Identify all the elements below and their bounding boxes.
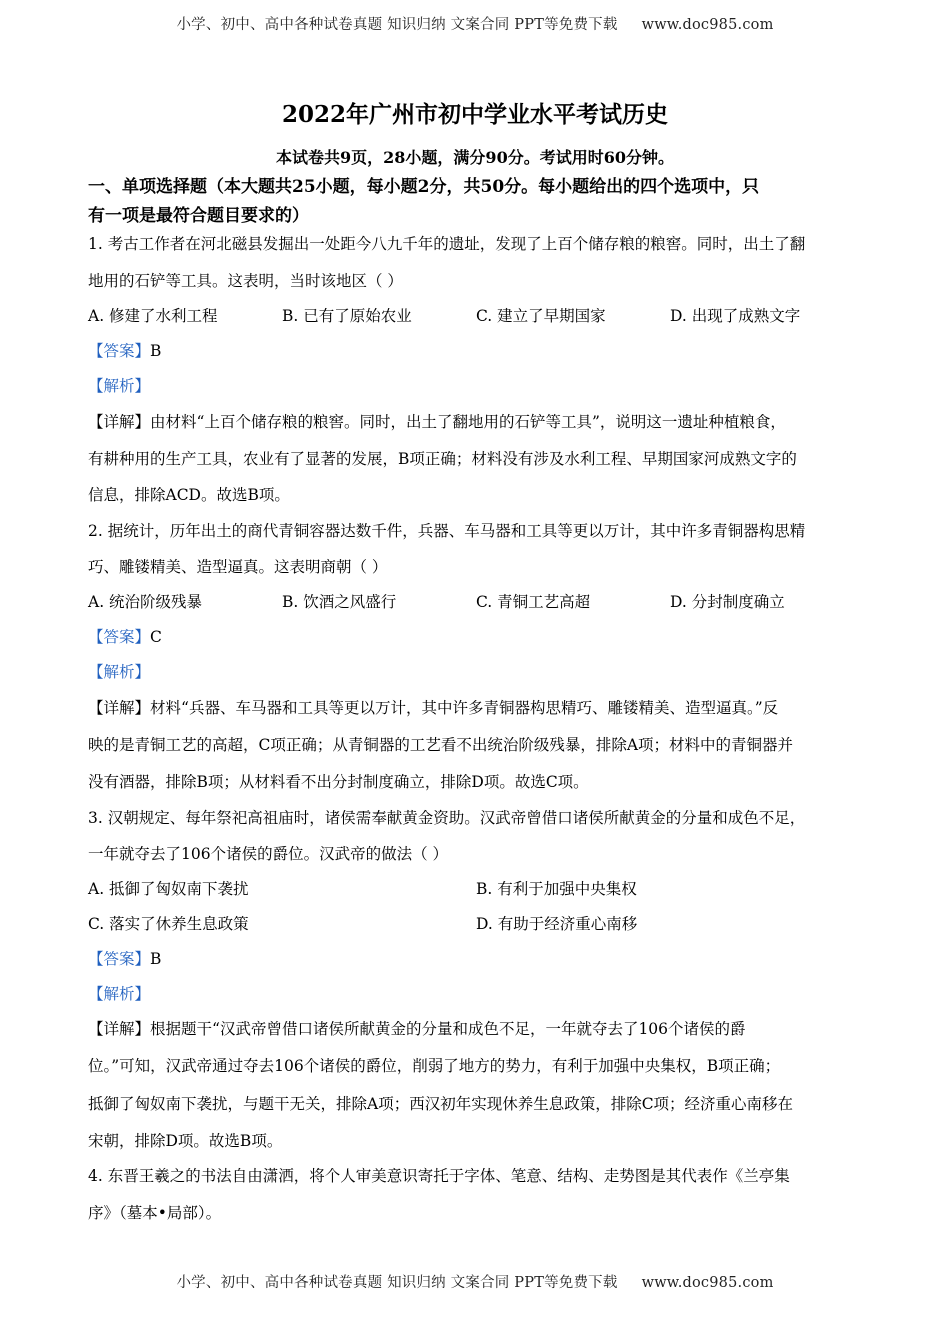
section-heading: 一、单项选择题（本大题共25小题，每小题2分，共50分。每小题给出的四个选项中，只 [88,177,760,197]
q2-detail-line: 没有酒器，排除B项；从材料看不出分封制度确立，排除D项。故选C项。 [88,773,589,791]
q2-detail-line: 材料“兵器、车马器和工具等更以万计，其中许多青铜器构思精巧、雕镂精美、造型逼真。”反 [150,699,779,717]
q3-stem-cont: 一年就夺去了106个诸侯的爵位。汉武帝的做法（ ） [88,845,449,863]
footer-text: 小学、初中、高中各种试卷真题 知识归纳 文案合同 PPT等免费下载 [176,1275,618,1291]
answer-label: 【答案】 [88,342,151,360]
q1-detail-line: 由材料“上百个储存粮的粮窖。同时，出土了翻地用的石铲等工具”，说明这一遗址种植粮食， [150,413,786,431]
q1-option-a: A. 修建了水利工程 [88,307,218,325]
q3-analysis-label: 【解析】 [88,985,151,1003]
q3-stem: 3. 汉朝规定、每年祭祀高祖庙时，诸侯需奉献黄金资助。汉武帝曾借口诸侯所献黄金的分量和成色不足， [88,809,806,827]
q3-option-a: A. 抵御了匈奴南下袭扰 [88,880,249,898]
q3-detail-line: 位。”可知，汉武帝通过夺去106个诸侯的爵位，削弱了地方的势力，有利于加强中央集权，B项正确； [88,1057,781,1075]
q1-option-d: D. 出现了成熟文字 [670,307,801,325]
answer-label: 【答案】 [88,950,151,968]
header-text: 小学、初中、高中各种试卷真题 知识归纳 文案合同 PPT等免费下载 [176,17,618,33]
answer-label: 【答案】 [88,628,151,646]
q2-option-a: A. 统治阶级残暴 [88,593,203,611]
page-header [0,13,950,34]
detail-label: 【详解】 [88,413,151,431]
q1-detail-line: 信息，排除ACD。故选B项。 [88,486,290,504]
q3-detail [88,1018,746,1040]
exam-info: 本试卷共9页，28小题，满分90分。考试用时60分钟。 [276,148,674,167]
detail-label: 【详解】 [88,699,151,717]
q2-option-b: B. 饮酒之风盛行 [282,593,397,611]
section-heading-cont: 有一项是最符合题目要求的） [88,206,309,226]
footer-site-link[interactable]: www.doc985.com [641,1275,774,1291]
q2-answer-value: C [150,628,162,646]
q2-analysis-label: 【解析】 [88,663,151,681]
q2-stem: 2. 据统计，历年出土的商代青铜容器达数千件，兵器、车马器和工具等更以万计，其中许多青铜器构思精 [88,522,806,540]
q1-answer [88,340,161,362]
q1-detail-line: 有耕种用的生产工具，农业有了显著的发展，B项正确；材料没有涉及水利工程、早期国家河成熟文字的 [88,450,797,468]
q4-stem-cont: 序》（墓本•局部）。 [88,1204,222,1222]
q2-detail [88,697,778,719]
q3-answer-value: B [150,950,162,968]
q3-answer [88,948,161,970]
q2-option-c: C. 青铜工艺高超 [476,593,591,611]
q1-option-c: C. 建立了早期国家 [476,307,606,325]
q1-analysis-label: 【解析】 [88,377,151,395]
q3-detail-line: 抵御了匈奴南下袭扰，与题干无关，排除A项；西汉初年实现休养生息政策，排除C项；经济重心南移在 [88,1095,794,1113]
q3-option-d: D. 有助于经济重心南移 [476,915,638,933]
q2-answer [88,626,162,648]
page-footer [0,1271,950,1292]
q2-detail-line: 映的是青铜工艺的高超，C项正确；从青铜器的工艺看不出统治阶级残暴，排除A项；材料中的青铜器并 [88,736,794,754]
q3-option-b: B. 有利于加强中央集权 [476,880,637,898]
detail-label: 【详解】 [88,1020,151,1038]
q3-detail-line: 宋朝，排除D项。故选B项。 [88,1132,283,1150]
q1-answer-value: B [150,342,162,360]
q1-stem: 1. 考古工作者在河北磁县发掘出一处距今八九千年的遗址，发现了上百个储存粮的粮窖。同时，出土了翻 [88,235,806,253]
q1-option-b: B. 已有了原始农业 [282,307,412,325]
q3-option-c: C. 落实了休养生息政策 [88,915,249,933]
header-site-link[interactable]: www.doc985.com [641,17,774,33]
page-title: 2022年广州市初中学业水平考试历史 [281,101,668,128]
q3-detail-line: 根据题干“汉武帝曾借口诸侯所献黄金的分量和成色不足，一年就夺去了106个诸侯的爵 [150,1020,746,1038]
q4-stem: 4. 东晋王羲之的书法自由潇洒，将个人审美意识寄托于字体、笔意、结构、走势图是其代表作《兰亭集 [88,1167,790,1185]
q2-stem-cont: 巧、雕镂精美、造型逼真。这表明商朝（ ） [88,558,388,576]
q2-option-d: D. 分封制度确立 [670,593,785,611]
q1-stem-cont: 地用的石铲等工具。这表明，当时该地区（ ） [88,272,403,290]
q1-detail [88,411,786,433]
